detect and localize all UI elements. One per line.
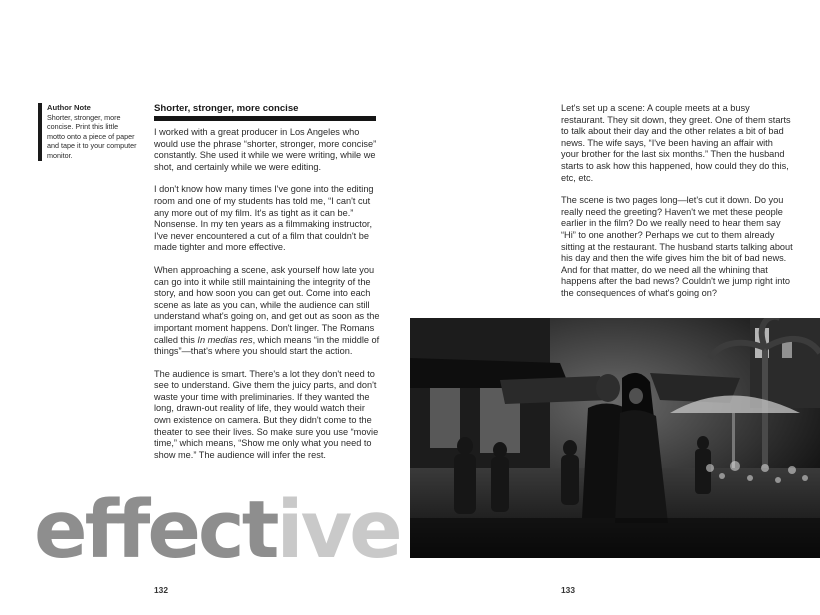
right-text-column bbox=[561, 103, 793, 311]
paragraph-text: When approaching a scene, ask yourself how late you can go into it while still maintaining the integrity of the story, and how soon you can get out. Come into each scene as late as you can, while the audience can still understand what's going on, and get out as soon as the important moment happens. Don't linger. The Romans called this bbox=[154, 264, 380, 345]
left-text-column bbox=[154, 127, 382, 472]
restaurant-couple-photo bbox=[410, 318, 820, 558]
page-number-left: 132 bbox=[154, 585, 168, 595]
author-note-text: Shorter, stronger, more concise. Print this little motto onto a piece of paper and tape it to your computer monitor. bbox=[47, 112, 137, 160]
section-heading: Shorter, stronger, more concise bbox=[154, 103, 299, 114]
italic-term: In medias res bbox=[197, 334, 253, 345]
author-note-title: Author Note bbox=[47, 103, 91, 112]
paragraph: The scene is two pages long—let's cut it down. Do you really need the greeting? Haven't we met these people earlier in the film? Do we really need to hear them say “Hi” to one another? Perhaps we cut to them already sitting at the restaurant. The husband starts talking about his day and then the wife gives him the bit of bad news. And for that matter, do we need all the whining that happens after the bad news? Couldn't we jump right into the consequences of what's going on? bbox=[561, 195, 793, 298]
paragraph: Let's set up a scene: A couple meets at a busy restaurant. They sit down, they greet. One of them starts to talk about their day and the other relates a bit of bad news. The wife says, “I've been having an affair with your brother for the last six months.” Then the husband starts to ask how this happened, how could they do this, etc, etc. bbox=[561, 103, 791, 183]
big-word-dark-part: effect bbox=[34, 484, 277, 576]
heading-underline-bar bbox=[154, 116, 376, 121]
photo-illustration bbox=[410, 318, 820, 558]
paragraph: I worked with a great producer in Los Angeles who would use the phrase “shorter, stronger, more concise” constantly. She used it while we were writing, while we shot, and certainly while we were editing. bbox=[154, 127, 377, 172]
author-note bbox=[38, 103, 137, 161]
paragraph: I don't know how many times I've gone into the editing room and one of my students has told me, “I can't cut any more out of my film. It's as tight as it can be.” Nonsense. In my ten years as a filmmaking instructor, I've never encountered a cut of a film that couldn't be made tighter and more effective. bbox=[154, 184, 374, 253]
paragraph-text-tail: , which means “in the middle of things”—that's where you should start the action. bbox=[154, 334, 380, 357]
effective-big-word bbox=[34, 484, 400, 576]
big-word-light-part: ive bbox=[276, 484, 400, 576]
page-number-right: 133 bbox=[561, 585, 575, 595]
paragraph-in-medias-res bbox=[154, 265, 382, 358]
paragraph: The audience is smart. There's a lot they don't need to see to understand. Give them the juicy parts, and don't waste your time with preliminaries. If they wanted the long, drawn-out reality of life, they would watch their own existence on camera. But they didn't come to the theater to see their lives. So make sure you use “movie time,” which means, “Show me only what you need to show me.” The audience will infer the rest. bbox=[154, 368, 379, 460]
